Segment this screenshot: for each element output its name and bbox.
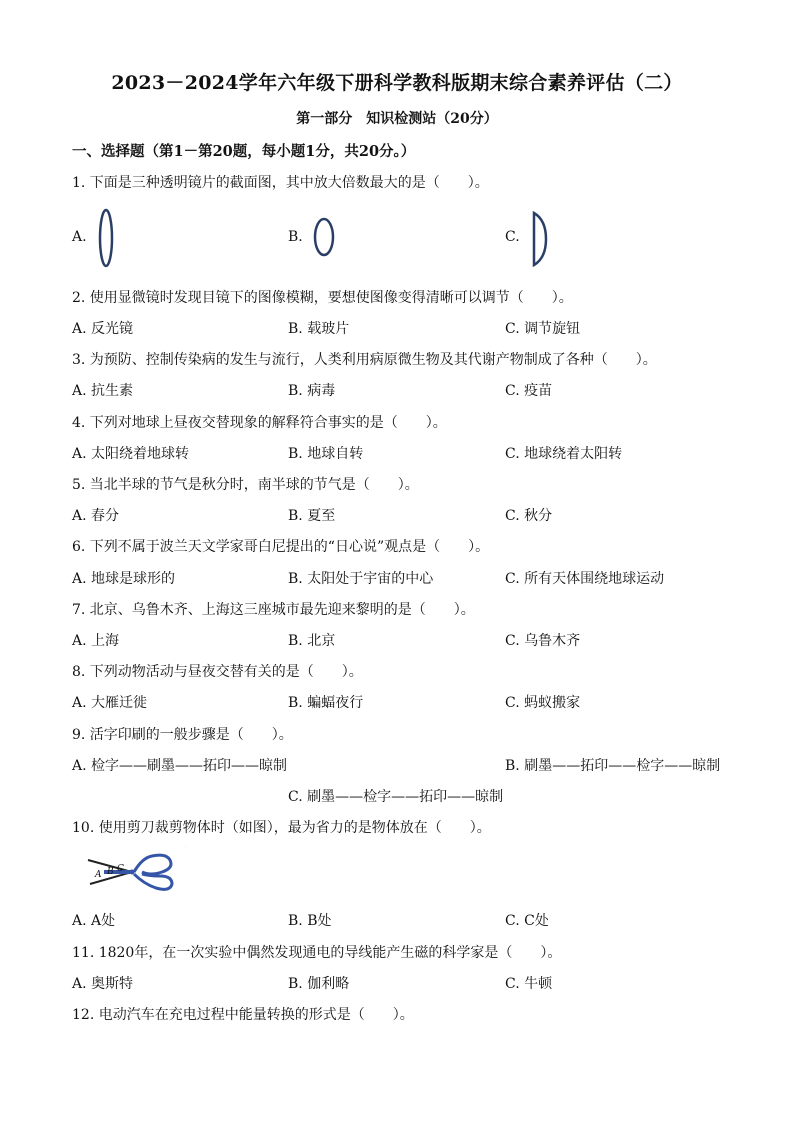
question-2: 2. 使用显微镜时发现目镜下的图像模糊，要想使图像变得清晰可以调节（ ）。	[72, 290, 573, 306]
q7-option-b: B. 北京	[288, 633, 336, 649]
q6-option-b: B. 太阳处于宇宙的中心	[288, 571, 434, 587]
question-8: 8. 下列动物活动与昼夜交替有关的是（ ）。	[72, 664, 363, 680]
page-title: 2023－2024学年六年级下册科学教科版期末综合素养评估（二）	[111, 72, 683, 94]
q8-option-a: A. 大雁迁徙	[72, 695, 148, 711]
q5-option-b: B. 夏至	[288, 508, 336, 524]
q5-option-a: A. 春分	[72, 508, 120, 524]
q3-option-c: C. 疫苗	[505, 383, 553, 399]
q11-option-c: C. 牛顿	[505, 976, 553, 992]
scissors-label-a: A	[95, 870, 102, 880]
q10-option-a: A. A处	[72, 913, 116, 929]
question-1: 1. 下面是三种透明镜片的截面图，其中放大倍数最大的是（ ）。	[72, 175, 489, 191]
q8-option-b: B. 蝙蝠夜行	[288, 695, 364, 711]
question-12: 12. 电动汽车在充电过程中能量转换的形式是（ ）。	[72, 1007, 414, 1023]
scissors-label-c: C	[117, 864, 124, 874]
q10-option-c: C. C处	[505, 913, 549, 929]
plano-convex-lens-figure	[528, 210, 550, 268]
q5-option-c: C. 秋分	[505, 508, 553, 524]
question-11: 11. 1820年，在一次实验中偶然发现通电的导线能产生磁的科学家是（ ）。	[72, 945, 562, 961]
question-7: 7. 北京、乌鲁木齐、上海这三座城市最先迎来黎明的是（ ）。	[72, 602, 475, 618]
q1-option-c: C.	[505, 229, 520, 245]
question-10: 10. 使用剪刀裁剪物体时（如图），最为省力的是物体放在（ ）。	[72, 820, 491, 836]
q6-option-a: A. 地球是球形的	[72, 571, 176, 587]
q9-option-b: B. 刷墨——拓印——检字——晾制	[505, 758, 721, 774]
biconvex-thick-lens-figure	[96, 207, 116, 269]
q11-option-a: A. 奥斯特	[72, 976, 134, 992]
q7-option-c: C. 乌鲁木齐	[505, 633, 581, 649]
round-lens-figure	[311, 215, 337, 259]
q3-option-b: B. 病毒	[288, 383, 336, 399]
q2-option-c: C. 调节旋钮	[505, 321, 581, 337]
q1-option-a: A.	[72, 229, 87, 245]
q1-option-b: B.	[288, 229, 303, 245]
question-3: 3. 为预防、控制传染病的发生与流行，人类利用病原微生物及其代谢产物制成了各种（ ）。	[72, 352, 657, 368]
part-heading: 第一部分 知识检测站（20分）	[296, 111, 498, 127]
question-4: 4. 下列对地球上昼夜交替现象的解释符合事实的是（ ）。	[72, 415, 447, 431]
q4-option-a: A. 太阳绕着地球转	[72, 446, 190, 462]
q9-option-c: C. 刷墨——检字——拓印——晾制	[288, 789, 504, 805]
q3-option-a: A. 抗生素	[72, 383, 134, 399]
q11-option-b: B. 伽利略	[288, 976, 350, 992]
section-heading: 一、选择题（第1－第20题，每小题1分，共20分。）	[72, 143, 416, 160]
q2-option-b: B. 载玻片	[288, 321, 350, 337]
question-5: 5. 当北半球的节气是秋分时，南半球的节气是（ ）。	[72, 477, 419, 493]
q9-option-a: A. 检字——刷墨——拓印——晾制	[72, 758, 288, 774]
q4-option-c: C. 地球绕着太阳转	[505, 446, 623, 462]
scissors-figure	[86, 844, 186, 898]
q10-option-b: B. B处	[288, 913, 332, 929]
question-6: 6. 下列不属于波兰天文学家哥白尼提出的“日心说”观点是（ ）。	[72, 539, 490, 555]
q8-option-c: C. 蚂蚁搬家	[505, 695, 581, 711]
q2-option-a: A. 反光镜	[72, 321, 134, 337]
scissors-label-b: B	[107, 867, 114, 877]
q6-option-c: C. 所有天体围绕地球运动	[505, 571, 665, 587]
q4-option-b: B. 地球自转	[288, 446, 364, 462]
question-9: 9. 活字印刷的一般步骤是（ ）。	[72, 727, 293, 743]
q7-option-a: A. 上海	[72, 633, 120, 649]
